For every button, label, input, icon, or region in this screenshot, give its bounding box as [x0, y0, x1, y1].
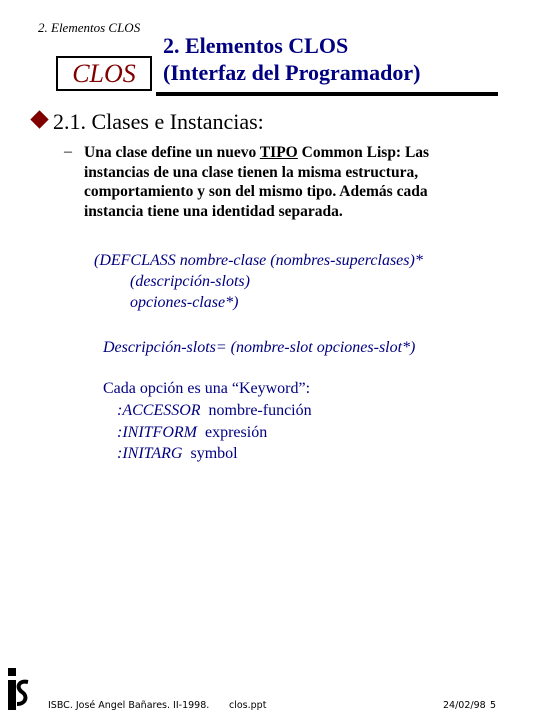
clos-logo-text: CLOS	[72, 58, 136, 88]
defclass-syntax-line1: (DEFCLASS nombre-clase (nombres-superclases)*	[94, 252, 423, 269]
clos-logo-box	[56, 56, 152, 91]
footer-date: 24/02/98	[443, 700, 486, 711]
defclass-syntax-line3: opciones-clase*)	[130, 294, 239, 311]
option-value: nombre-función	[208, 402, 312, 419]
paragraph-text-part1: Una clase define un nuevo	[84, 144, 260, 161]
option-key: :ACCESSOR	[117, 402, 201, 419]
university-logo-icon	[6, 666, 30, 712]
option-row-accessor	[117, 402, 312, 420]
option-row-initarg	[117, 445, 238, 463]
footer-filename: clos.ppt	[229, 700, 267, 711]
slot-description-syntax: Descripción-slots= (nombre-slot opciones-slot*)	[103, 339, 416, 356]
footer-page-number: 5	[490, 700, 497, 711]
slide-title-line2: (Interfaz del Programador)	[163, 60, 421, 85]
list-dash: –	[64, 143, 72, 160]
option-key: :INITARG	[117, 445, 183, 462]
tipo-underlined-word: TIPO	[259, 144, 298, 161]
option-value: expresión	[204, 424, 268, 441]
slide-title-line1: 2. Elementos CLOS	[163, 33, 349, 58]
body-paragraph	[84, 143, 444, 221]
section-heading: 2.1. Clases e Instancias:	[53, 109, 264, 134]
option-value: symbol	[190, 445, 238, 462]
diamond-bullet-icon	[30, 110, 48, 128]
title-underline	[156, 92, 498, 96]
option-key: :INITFORM	[117, 424, 197, 441]
paragraph-text-part2: Common Lisp: Las instancias de una clase tienen la misma estructura, comportamiento y son del mismo tipo. Además cada instancia tiene una identidad separada.	[84, 144, 430, 220]
defclass-syntax-line2: (descripción-slots)	[130, 273, 250, 290]
footer-credit: ISBC. José Angel Bañares. II-1998.	[48, 700, 210, 711]
running-head: 2. Elementos CLOS	[38, 20, 141, 35]
options-intro: Cada opción es una “Keyword”:	[103, 380, 311, 397]
option-row-initform	[117, 424, 267, 442]
